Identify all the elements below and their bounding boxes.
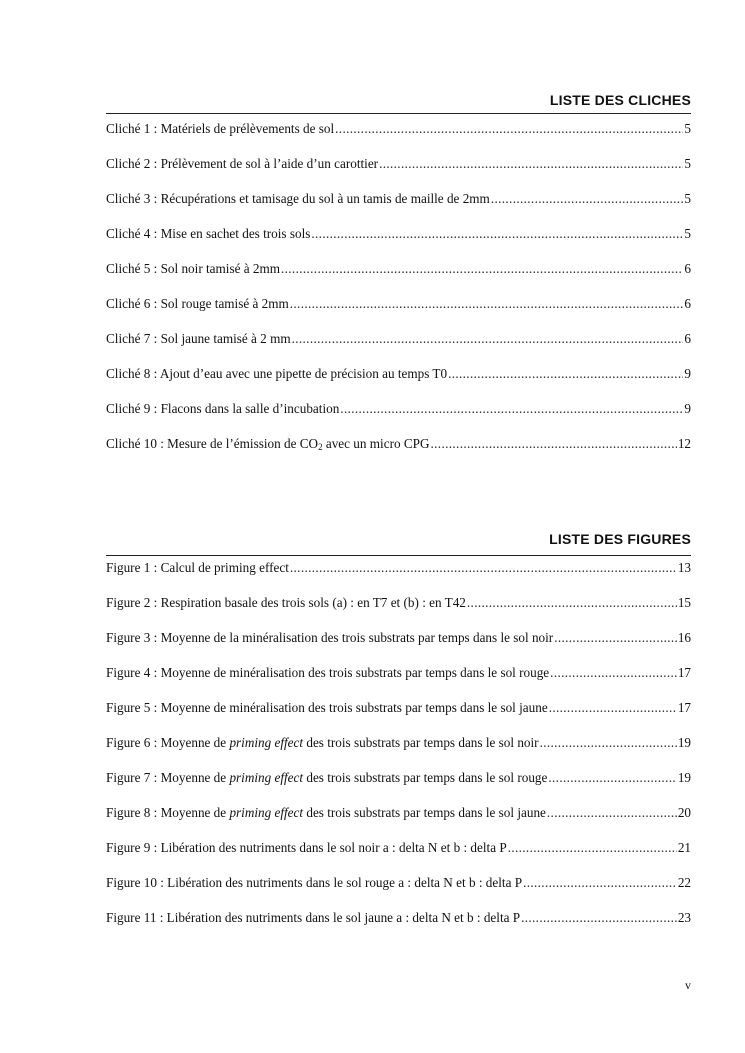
toc-entry-page: 5 [684, 156, 691, 171]
cliches-list [106, 121, 691, 471]
toc-entry-page: 23 [677, 910, 691, 925]
toc-dot-leader [431, 436, 677, 452]
toc-entry[interactable] [106, 700, 691, 735]
toc-entry-page: 5 [684, 226, 691, 241]
toc-entry-label: Cliché 9 : Flacons dans la salle d’incubation [106, 401, 340, 416]
toc-entry-label: Figure 8 : Moyenne de priming effect des trois substrats par temps dans le sol jaune [106, 805, 546, 820]
toc-entry-label: Cliché 6 : Sol rouge tamisé à 2mm [106, 296, 289, 311]
toc-entry-label: Figure 11 : Libération des nutriments dans le sol jaune a : delta N et b : delta P [106, 910, 521, 925]
toc-dot-leader [467, 595, 677, 611]
toc-entry[interactable] [106, 735, 691, 770]
toc-entry-label: Cliché 1 : Matériels de prélèvements de sol [106, 121, 335, 136]
toc-entry-label: Figure 5 : Moyenne de minéralisation des trois substrats par temps dans le sol jaune [106, 700, 548, 715]
toc-entry-label: Cliché 8 : Ajout d’eau avec une pipette de précision au temps T0 [106, 366, 448, 381]
toc-dot-leader [290, 560, 677, 576]
toc-entry[interactable] [106, 630, 691, 665]
cliches-heading-rule [106, 113, 691, 114]
toc-entry-label: Cliché 3 : Récupérations et tamisage du sol à un tamis de maille de 2mm [106, 191, 490, 206]
toc-entry[interactable] [106, 156, 691, 191]
toc-dot-leader [548, 770, 676, 786]
figures-heading-rule [106, 555, 691, 556]
toc-entry-label: Figure 9 : Libération des nutriments dans le sol noir a : delta N et b : delta P [106, 840, 507, 855]
toc-entry-label: Cliché 10 : Mesure de l’émission de $CO_2$ avec un micro CPG [106, 436, 430, 452]
toc-entry[interactable] [106, 296, 691, 331]
toc-entry[interactable] [106, 805, 691, 840]
toc-entry-label: Figure 10 : Libération des nutriments dans le sol rouge a : delta N et b : delta P [106, 875, 523, 890]
toc-dot-leader [549, 700, 677, 716]
toc-dot-leader [540, 735, 677, 751]
toc-entry-label: Figure 2 : Respiration basale des trois sols (a) : en T7 et (b) : en T42 [106, 595, 466, 610]
toc-entry[interactable] [106, 436, 691, 471]
toc-dot-leader [523, 875, 677, 891]
toc-entry[interactable] [106, 910, 691, 945]
toc-entry-page: 22 [677, 875, 691, 890]
toc-entry-page: 9 [684, 401, 691, 416]
toc-entry-label: Figure 3 : Moyenne de la minéralisation des trois substrats par temps dans le sol noir [106, 630, 554, 645]
figures-heading: LISTE DES FIGURES [549, 531, 691, 547]
toc-entry[interactable] [106, 560, 691, 595]
toc-entry-page: 20 [677, 805, 691, 820]
toc-entry-page: 5 [684, 121, 691, 136]
toc-entry-label: Cliché 4 : Mise en sachet des trois sols [106, 226, 311, 241]
toc-dot-leader [311, 226, 683, 242]
toc-entry-page: 6 [684, 261, 691, 276]
toc-entry[interactable] [106, 665, 691, 700]
toc-entry-page: 16 [677, 630, 691, 645]
toc-entry-page: 17 [677, 665, 691, 680]
toc-entry[interactable] [106, 226, 691, 261]
toc-dot-leader [335, 121, 683, 137]
toc-dot-leader [547, 805, 677, 821]
cliches-heading: LISTE DES CLICHES [549, 92, 691, 108]
toc-entry[interactable] [106, 331, 691, 366]
toc-dot-leader [292, 331, 684, 347]
toc-dot-leader [508, 840, 677, 856]
toc-entry-label: Figure 7 : Moyenne de priming effect des trois substrats par temps dans le sol rouge [106, 770, 548, 785]
toc-dot-leader [290, 296, 684, 312]
toc-entry-label: Figure 4 : Moyenne de minéralisation des trois substrats par temps dans le sol rouge [106, 665, 550, 680]
toc-entry-page: 19 [677, 735, 691, 750]
toc-entry[interactable] [106, 840, 691, 875]
toc-entry-label: Figure 1 : Calcul de priming effect [106, 560, 289, 575]
toc-dot-leader [379, 156, 683, 172]
toc-entry[interactable] [106, 121, 691, 156]
toc-dot-leader [448, 366, 683, 382]
toc-entry-page: 6 [684, 331, 691, 346]
figures-list [106, 560, 691, 945]
toc-dot-leader [554, 630, 677, 646]
toc-entry-page: 9 [684, 366, 691, 381]
toc-entry[interactable] [106, 595, 691, 630]
page-number: v [685, 978, 691, 992]
toc-dot-leader [491, 191, 684, 207]
toc-entry-page: 13 [677, 560, 691, 575]
toc-entry-page: 5 [684, 191, 691, 206]
toc-entry-label: Cliché 7 : Sol jaune tamisé à 2 mm [106, 331, 291, 346]
toc-dot-leader [550, 665, 677, 681]
toc-entry[interactable] [106, 261, 691, 296]
toc-entry-page: 15 [677, 595, 691, 610]
toc-entry[interactable] [106, 770, 691, 805]
toc-entry-page: 12 [677, 436, 691, 451]
toc-entry-label: Cliché 2 : Prélèvement de sol à l’aide d’un carottier [106, 156, 379, 171]
toc-dot-leader [281, 261, 683, 277]
toc-dot-leader [340, 401, 683, 417]
toc-entry[interactable] [106, 401, 691, 436]
toc-entry[interactable] [106, 191, 691, 226]
toc-entry-label: Figure 6 : Moyenne de priming effect des trois substrats par temps dans le sol noir [106, 735, 539, 750]
toc-entry-label: Cliché 5 : Sol noir tamisé à 2mm [106, 261, 280, 276]
toc-entry-page: 19 [677, 770, 691, 785]
toc-dot-leader [521, 910, 677, 926]
toc-entry[interactable] [106, 875, 691, 910]
toc-entry[interactable] [106, 366, 691, 401]
toc-entry-page: 17 [677, 700, 691, 715]
toc-entry-page: 21 [677, 840, 691, 855]
toc-entry-page: 6 [684, 296, 691, 311]
